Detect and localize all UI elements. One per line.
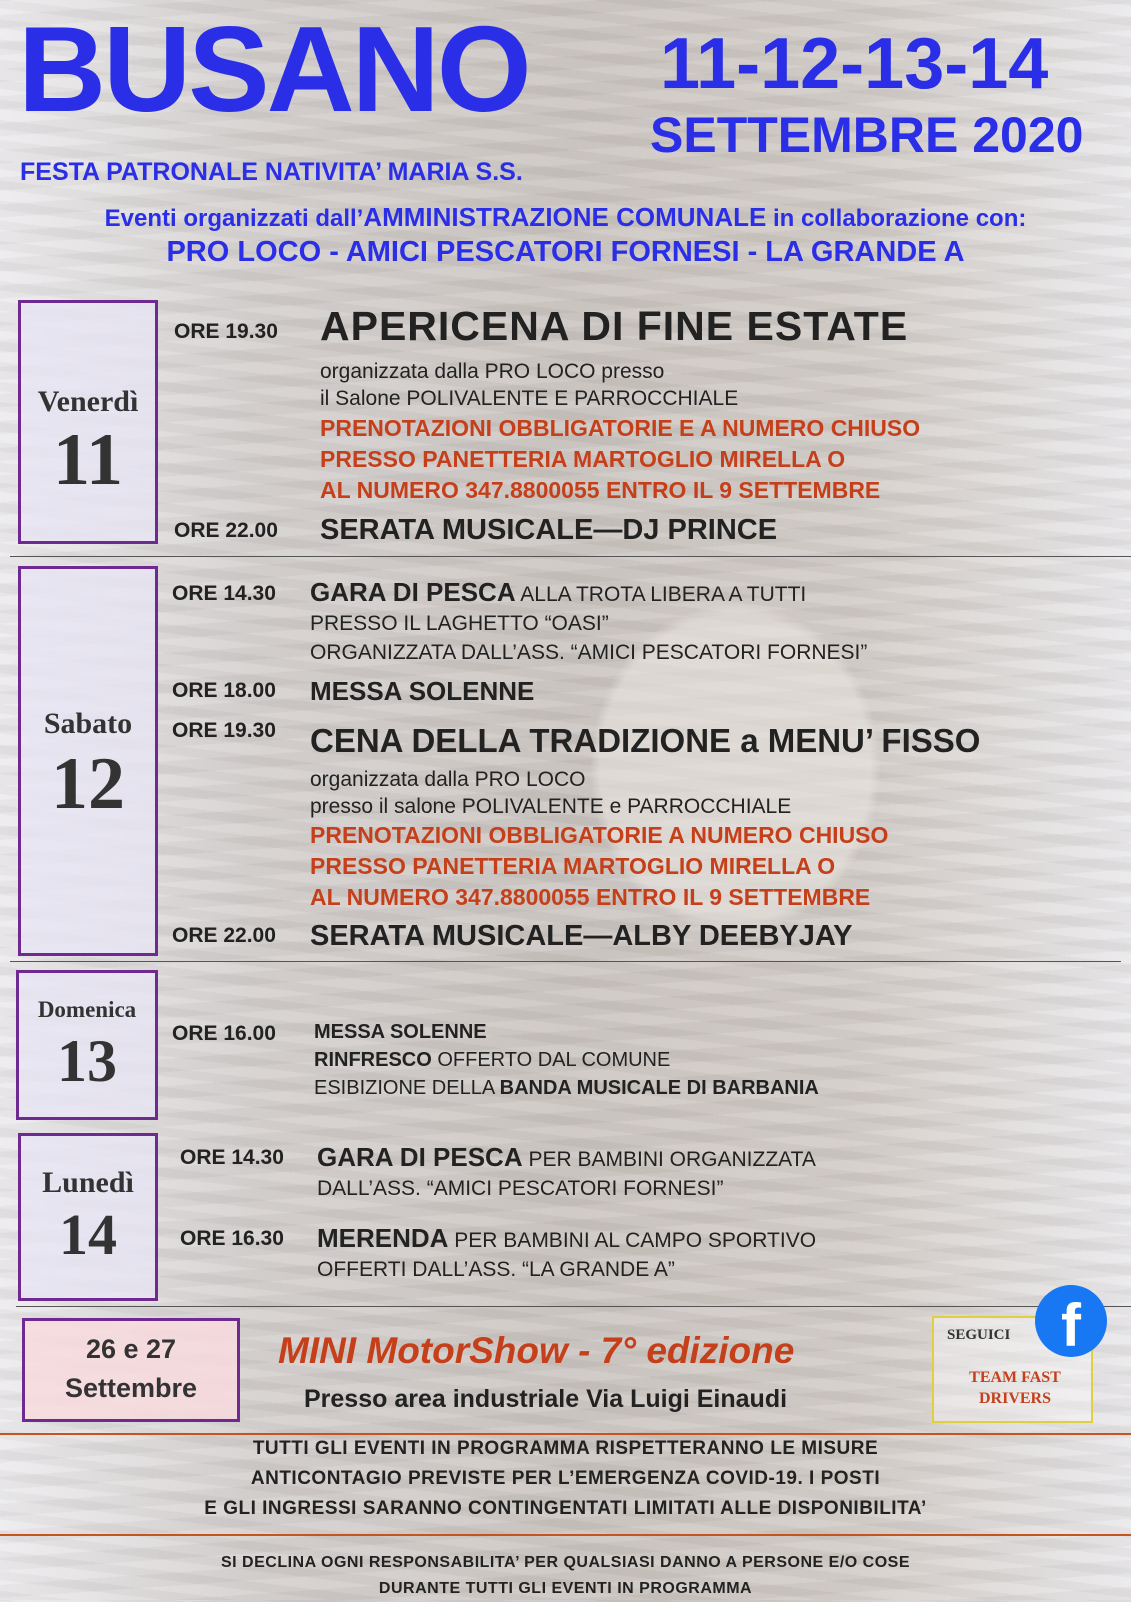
- event-block: [317, 1224, 816, 1284]
- event-title: SERATA MUSICALE—DJ PRINCE: [320, 514, 778, 546]
- divider: [16, 1306, 1131, 1307]
- booking-line: AL NUMERO 347.8800055 ENTRO IL 9 SETTEMBRE: [320, 477, 881, 503]
- event-time: ORE 22.00: [172, 924, 276, 947]
- follow-label: SEGUICI: [947, 1327, 1011, 1343]
- desc-text: presso: [595, 360, 665, 383]
- event-title: GARA DI PESCA: [310, 577, 516, 607]
- desc-text: organizzata dalla: [320, 360, 485, 383]
- day-name: Venerdì: [37, 385, 139, 418]
- event-time: ORE 18.00: [172, 679, 276, 702]
- booking-line: PRESSO PANETTERIA MARTOGLIO MIRELLA O: [310, 853, 836, 879]
- motorshow-date: Settembre: [64, 1373, 198, 1403]
- event-time: ORE 16.30: [180, 1227, 284, 1250]
- day-number: 13: [57, 1028, 117, 1094]
- day-name: Domenica: [37, 997, 137, 1022]
- event-title: APERICENA DI FINE ESTATE: [320, 303, 909, 349]
- organizers-suffix: in collaborazione con:: [766, 205, 1027, 232]
- booking-notice: [310, 820, 888, 913]
- desc-text: PRO LOCO: [474, 768, 586, 791]
- team-line: DRIVERS: [978, 1390, 1051, 1407]
- desc-text: POLIVALENTE E PARROCCHIALE: [406, 387, 739, 410]
- event-title: MESSA SOLENNE: [314, 1021, 487, 1043]
- desc-text: ORGANIZZATA DALL’ASS. “AMICI PESCATORI FORNESI”: [310, 641, 868, 664]
- desc-text: ALLA TROTA LIBERA A TUTTI: [515, 583, 807, 606]
- team-line: TEAM FAST: [969, 1369, 1061, 1386]
- day-name: Sabato: [43, 707, 133, 740]
- day-box-saturday: [18, 566, 158, 956]
- day-box-monday: [18, 1133, 158, 1301]
- disclaimer: [0, 1550, 1131, 1602]
- team-name: [940, 1367, 1090, 1409]
- town-title: BUSANO: [18, 1, 529, 137]
- notice-line: DURANTE TUTTI GLI EVENTI IN PROGRAMMA: [378, 1580, 753, 1597]
- desc-text: organizzata dalla: [310, 768, 475, 791]
- facebook-icon[interactable]: f: [1035, 1285, 1107, 1357]
- organizers-line: [0, 202, 1131, 233]
- event-time: ORE 19.30: [174, 320, 278, 343]
- desc-text: DALL’ASS. “AMICI PESCATORI FORNESI”: [317, 1177, 724, 1200]
- day-number: 12: [51, 743, 125, 825]
- event-title: MESSA SOLENNE: [310, 676, 535, 706]
- event-block: [310, 578, 867, 667]
- booking-notice: [320, 413, 920, 506]
- partners-line: PRO LOCO - AMICI PESCATORI FORNESI - LA GRANDE A: [166, 236, 965, 268]
- festival-dates: 11-12-13-14: [660, 24, 1049, 104]
- divider: [10, 556, 1131, 557]
- desc-text: PRO LOCO: [484, 360, 596, 383]
- event-time: ORE 14.30: [172, 582, 276, 605]
- event-block: [317, 1143, 816, 1203]
- day-number: 11: [53, 419, 123, 501]
- booking-line: PRENOTAZIONI OBBLIGATORIE E A NUMERO CHIUSO: [320, 415, 921, 441]
- notice-line: E GLI INGRESSI SARANNO CONTINGENTATI LIMITATI ALLE DISPONIBILITA’: [204, 1498, 927, 1519]
- desc-text: OFFERTI DALL’ASS. “LA GRANDE A”: [317, 1258, 675, 1281]
- event-title: GARA DI PESCA: [317, 1142, 523, 1172]
- notice-line: SI DECLINA OGNI RESPONSABILITA’ PER QUALSIASI DANNO A PERSONE E/O COSE: [220, 1554, 910, 1571]
- day-box-friday: [18, 300, 158, 544]
- event-title: SERATA MUSICALE—ALBY DEEBYJAY: [310, 920, 853, 952]
- desc-text: RINFRESCO: [314, 1049, 432, 1071]
- day-box-sunday: [16, 970, 158, 1120]
- festival-month: SETTEMBRE 2020: [650, 107, 1084, 163]
- event-time: ORE 19.30: [172, 719, 276, 742]
- day-number: 14: [59, 1202, 117, 1267]
- notice-line: ANTICONTAGIO PREVISTE PER L’EMERGENZA COVID-19. I POSTI: [250, 1468, 881, 1489]
- divider: [0, 1534, 1131, 1536]
- covid-notice: [0, 1434, 1131, 1524]
- festa-subtitle: FESTA PATRONALE NATIVITA’ MARIA S.S.: [20, 158, 523, 186]
- desc-text: presso il salone: [310, 795, 462, 818]
- event-description: [310, 766, 791, 820]
- organizers-prefix: Eventi organizzati dall’: [104, 205, 364, 232]
- desc-text: OFFERTO DAL COMUNE: [431, 1049, 671, 1071]
- booking-line: AL NUMERO 347.8800055 ENTRO IL 9 SETTEMBRE: [310, 884, 871, 910]
- desc-text: BANDA MUSICALE DI BARBANIA: [499, 1077, 819, 1099]
- booking-line: PRESSO PANETTERIA MARTOGLIO MIRELLA O: [320, 446, 846, 472]
- event-title: CENA DELLA TRADIZIONE a MENU’ FISSO: [310, 722, 981, 759]
- event-title: MERENDA: [317, 1223, 449, 1253]
- desc-text: il Salone: [320, 387, 407, 410]
- motorshow-date-box: [22, 1318, 240, 1422]
- day-name: Lunedì: [42, 1166, 134, 1199]
- motorshow-date: 26 e 27: [85, 1334, 177, 1364]
- desc-text: PER BAMBINI AL CAMPO SPORTIVO: [448, 1229, 817, 1252]
- event-time: ORE 14.30: [180, 1146, 284, 1169]
- organizers-strong: AMMINISTRAZIONE COMUNALE: [363, 202, 767, 232]
- notice-line: TUTTI GLI EVENTI IN PROGRAMMA RISPETTERANNO LE MISURE: [252, 1438, 879, 1459]
- event-time: ORE 22.00: [174, 519, 278, 542]
- event-block: [314, 1018, 819, 1102]
- desc-text: POLIVALENTE e PARROCCHIALE: [461, 795, 792, 818]
- booking-line: PRENOTAZIONI OBBLIGATORIE A NUMERO CHIUSO: [310, 822, 889, 848]
- divider: [10, 961, 1121, 962]
- motorshow-location: Presso area industriale Via Luigi Einaudi: [304, 1385, 788, 1413]
- event-time: ORE 16.00: [172, 1022, 276, 1045]
- event-description: [320, 358, 738, 412]
- motorshow-title: MINI MotorShow - 7° edizione: [278, 1330, 795, 1371]
- desc-text: PER BAMBINI ORGANIZZATA: [522, 1148, 816, 1171]
- desc-text: PRESSO IL LAGHETTO “OASI”: [310, 612, 609, 635]
- desc-text: ESIBIZIONE DELLA: [314, 1077, 500, 1099]
